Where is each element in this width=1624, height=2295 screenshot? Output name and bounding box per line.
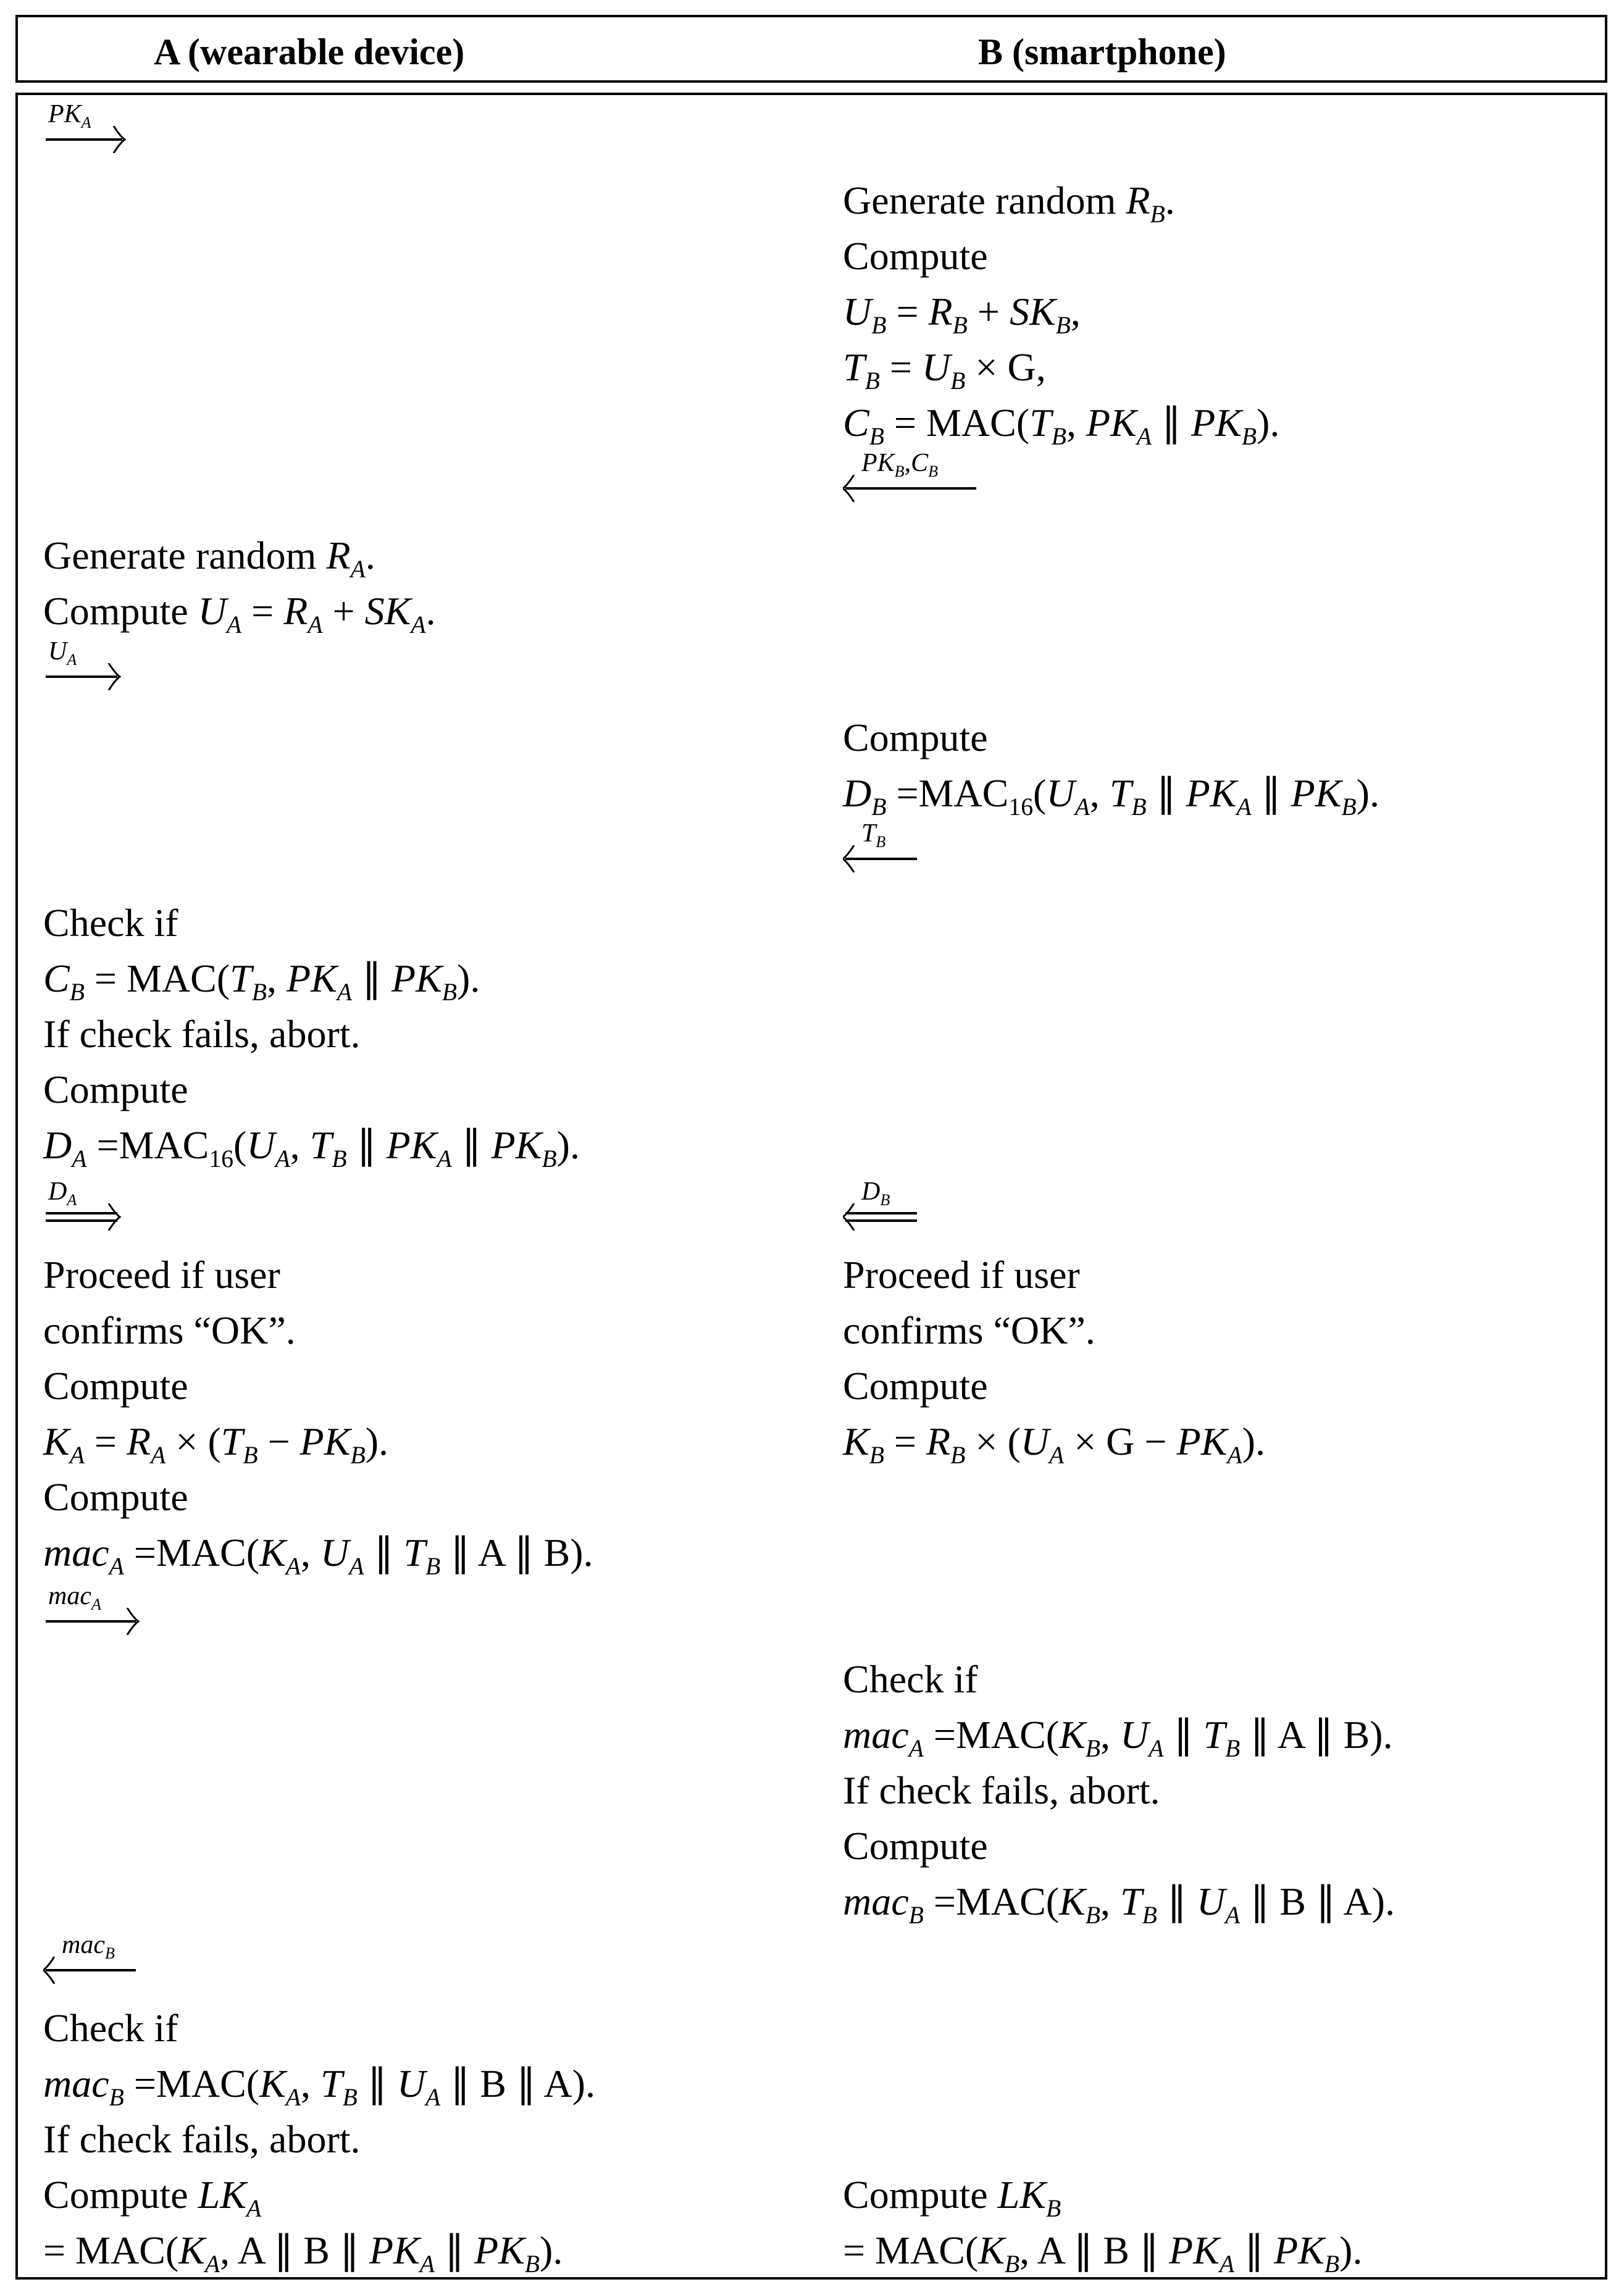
step-a2-line-1: $C_B = MAC(T_B$, $PK_A$ ∥ $PK_B$). <box>43 956 480 1006</box>
message-label-db: $D_B$ <box>861 1177 890 1210</box>
left-arrow-icon <box>843 1203 923 1231</box>
step-a3-line-2: Compute <box>43 1364 188 1408</box>
column-header-a: A (wearable device) <box>154 31 465 72</box>
step-b1-line-0: Generate random $R_B$. <box>843 178 1175 228</box>
step-b4-line-0: Check if <box>843 1657 978 1701</box>
message-label-da: $D_A$ <box>48 1177 77 1210</box>
step-b3-line-1: confirms “OK”. <box>843 1308 1095 1352</box>
step-a1-line-0: Generate random $R_A$. <box>43 533 375 583</box>
left-arrow-icon <box>843 475 982 502</box>
step-a3-line-1: confirms “OK”. <box>43 1308 296 1352</box>
step-b3-line-2: Compute <box>843 1364 988 1408</box>
step-a2-line-0: Check if <box>43 901 178 945</box>
step-a4-line-4: = $MAC(K_A$, A ∥ B ∥ $PK_A$ ∥ $PK_B$). <box>43 2228 563 2278</box>
message-label-macb: mac$_B$ <box>62 1931 115 1963</box>
step-b4-line-1: $mac_A =MAC(K_B$, $U_A$ ∥ $T_B$ ∥ A ∥ B). <box>843 1713 1393 1762</box>
right-arrow-icon <box>43 126 128 153</box>
message-label-pkb-cb: $PK_B,C_B$ <box>861 449 938 481</box>
step-b2-line-0: Compute <box>843 716 988 759</box>
left-arrow-icon <box>843 845 923 872</box>
step-b4-line-2: If check fails, abort. <box>843 1768 1160 1812</box>
header-row <box>15 15 1607 83</box>
step-b5-line-0: Compute $LK_B$ <box>843 2173 1061 2222</box>
protocol-body <box>15 93 1607 2280</box>
step-a1-line-1: Compute $U_A = R_A + SK_A$. <box>43 589 436 638</box>
step-a3-line-0: Proceed if user <box>43 1253 280 1297</box>
left-arrow-icon <box>43 1957 142 1984</box>
right-arrow-icon <box>43 1608 142 1635</box>
step-a3-line-4: Compute <box>43 1475 188 1519</box>
message-label-maca: mac$_A$ <box>48 1582 101 1614</box>
message-label-ua: $U_A$ <box>48 637 77 669</box>
right-arrow-icon <box>43 1203 123 1231</box>
step-b4-line-4: $mac_B =MAC(K_B$, $T_B$ ∥ $U_A$ ∥ B ∥ A). <box>843 1879 1395 1929</box>
step-a4-line-3: Compute $LK_A$ <box>43 2173 262 2222</box>
step-a2-line-2: If check fails, abort. <box>43 1012 361 1056</box>
right-arrow-icon <box>43 663 123 690</box>
step-a3-line-5: $mac_A =MAC(K_A$, $U_A$ ∥ $T_B$ ∥ A ∥ B). <box>43 1531 593 1580</box>
step-a4-line-0: Check if <box>43 2006 178 2050</box>
step-b4-line-3: Compute <box>843 1824 988 1868</box>
step-b3-line-3: $K_B = R_B \times (U_A \times G - PK_A)$. <box>843 1419 1265 1469</box>
step-b1-line-1: Compute <box>843 234 988 278</box>
message-label-tb: $T_B$ <box>861 819 886 851</box>
step-a2-line-3: Compute <box>43 1068 188 1111</box>
message-label-pka: $PK_A$ <box>48 100 91 132</box>
step-b3-line-0: Proceed if user <box>843 1253 1080 1297</box>
step-b1-line-3: $T_B = U_B \times G$, <box>843 345 1046 395</box>
step-a2-line-4: $D_A =MAC_{16}(U_A$, $T_B$ ∥ $PK_A$ ∥ $PK_B$). <box>43 1123 580 1173</box>
step-b2-line-1: $D_B =MAC_{16}(U_A$, $T_B$ ∥ $PK_A$ ∥ $PK_B$). <box>843 771 1379 821</box>
step-b1-line-4: $C_B = MAC(T_B$, $PK_A$ ∥ $PK_B$). <box>843 401 1280 450</box>
step-a4-line-1: $mac_B =MAC(K_A$, $T_B$ ∥ $U_A$ ∥ B ∥ A). <box>43 2062 595 2111</box>
step-a4-line-2: If check fails, abort. <box>43 2117 361 2161</box>
step-a3-line-3: $K_A = R_A \times (T_B - PK_B)$. <box>43 1419 388 1469</box>
step-b5-line-1: = $MAC(K_B$, A ∥ B ∥ $PK_A$ ∥ $PK_B$). <box>843 2228 1363 2278</box>
step-b1-line-2: $U_B = R_B + SK_B$, <box>843 290 1081 339</box>
column-header-b: B (smartphone) <box>978 31 1226 72</box>
